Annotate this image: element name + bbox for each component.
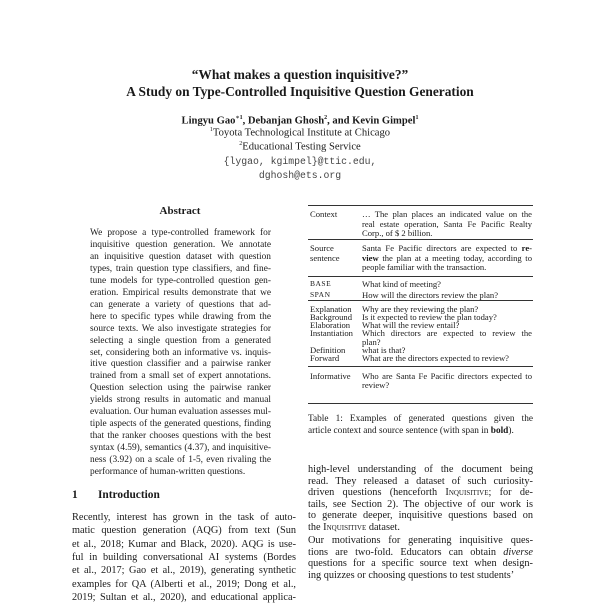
table-row-label: BASE xyxy=(310,279,332,288)
text-line xyxy=(90,395,271,405)
text-line xyxy=(90,312,271,322)
affiliation-name: Educational Testing Service xyxy=(242,141,361,153)
table-row-label: Context xyxy=(310,209,338,219)
text-run: Santa Fe Pacific directors are expected to xyxy=(362,243,522,253)
text-run: high-level understanding of the document being xyxy=(308,464,533,475)
text-line xyxy=(308,510,533,521)
text-run: people familiar with the transaction. xyxy=(362,262,487,272)
text-run: here to specific types while drawing from the xyxy=(90,311,271,322)
text-line xyxy=(90,455,271,465)
text-line xyxy=(90,288,271,298)
text-run: source texts. We also investigate strategies for xyxy=(90,323,271,334)
text-line xyxy=(90,264,271,274)
title-line-1: “What makes a question inquisitive?” xyxy=(191,67,409,82)
text-line xyxy=(72,539,296,550)
text-run: ness (3.92) on a scale of 1-5, even rivaling the xyxy=(90,455,271,466)
text-run: We propose a type-controlled framework for xyxy=(90,228,271,238)
text-line xyxy=(308,522,533,533)
text-run: inquisitive question generation. We annotate xyxy=(90,239,271,250)
text-line xyxy=(90,252,271,262)
text-run: yields strong results in automatic and manual xyxy=(90,395,271,406)
text-run: Is it expected to review the plan today? xyxy=(362,312,497,322)
table-rule xyxy=(308,239,533,240)
text-line xyxy=(90,431,271,441)
table-rule xyxy=(308,276,533,277)
text-run: Corp., of $ 2 billion. xyxy=(362,228,433,238)
table-rule xyxy=(308,403,533,404)
text-run: driven questions (henceforth xyxy=(308,487,446,498)
table-row-label: Background xyxy=(310,312,353,322)
text-run: dataset. xyxy=(366,521,400,533)
table-row-label: Source xyxy=(310,243,334,253)
text-line xyxy=(308,464,533,475)
text-run: tails, see Section 2). The objective of our work is xyxy=(308,498,533,510)
table-cell-line xyxy=(362,209,532,219)
text-line xyxy=(72,525,296,536)
text-run: questions for a specific source text when design- xyxy=(308,558,533,569)
text-run: What kind of meeting? xyxy=(362,279,441,289)
table-cell-line xyxy=(362,380,532,390)
text-run: selecting a single question from a generated xyxy=(90,335,271,346)
text-line xyxy=(90,419,271,429)
table-row-label: Elaboration xyxy=(310,320,351,330)
text-run: ). xyxy=(508,426,514,436)
text-run: eration. Empirical results demonstrate that we xyxy=(90,287,271,298)
text-line xyxy=(90,336,271,346)
section-heading-introduction xyxy=(72,489,160,501)
text-line xyxy=(308,426,533,436)
text-run: the xyxy=(308,521,324,533)
text-line xyxy=(90,443,271,453)
text-run: syntax (4.59), semantics (4.37), and inquisitive- xyxy=(90,443,271,454)
text-run: to generate deeper, inquisitive questions based on xyxy=(308,510,533,521)
text-run: itive question classifier and a pairwise ranker xyxy=(90,359,271,370)
text-line xyxy=(72,592,296,603)
text-line xyxy=(90,359,271,369)
table-row-label: Forward xyxy=(310,353,340,363)
author-name: Lingyu Gao xyxy=(181,115,236,127)
text-run: real estate operation, Santa Fe Pacific Realty xyxy=(362,219,532,229)
table-rule xyxy=(308,205,533,206)
text-line xyxy=(72,552,296,563)
text-line xyxy=(90,228,271,238)
text-run: Table 1: Examples of generated questions given the xyxy=(308,414,533,424)
table-cell-line xyxy=(362,279,532,289)
text-run: … The plan places an indicated value on the xyxy=(362,209,532,219)
table-cell-line xyxy=(362,353,532,363)
small-caps-run: Inquisitive xyxy=(323,521,367,533)
text-line xyxy=(90,300,271,310)
author-sup: ∗1 xyxy=(235,115,243,121)
affiliation-sup: 2 xyxy=(239,141,243,147)
text-run: Who are Santa Fe Pacific directors expected to xyxy=(362,371,532,381)
text-run: examples for QA (Alberti et al., 2019; Dong et al., xyxy=(72,578,296,590)
text-line xyxy=(90,240,271,250)
text-line xyxy=(308,558,533,569)
text-line xyxy=(308,570,533,581)
text-run: 2019; Sultan et al., 2020), and educational applica- xyxy=(72,591,296,603)
author-sep: , and xyxy=(327,115,353,127)
text-run: types, train question type classifiers, and fine- xyxy=(90,263,271,274)
text-run: review? xyxy=(362,380,390,390)
text-run: Our motivations for generating inquisitive ques- xyxy=(308,535,533,546)
text-line xyxy=(308,414,533,424)
text-run: view xyxy=(362,253,379,263)
affiliation-2 xyxy=(0,141,600,153)
author-list xyxy=(0,114,600,127)
text-run: trained from a small set of expert annotations. xyxy=(90,371,271,382)
text-run: tions are two-fold. Educators can obtain xyxy=(308,546,504,558)
text-line xyxy=(90,467,271,477)
text-run: can generate a variety of questions that ad- xyxy=(90,299,271,310)
section-title: Introduction xyxy=(98,489,160,501)
text-run: What are the directors expected to review? xyxy=(362,353,509,363)
text-run: ; for de- xyxy=(488,487,533,498)
text-run: How will the directors review the plan? xyxy=(362,290,499,300)
text-run: Why are they reviewing the plan? xyxy=(362,304,479,314)
text-run: tune models for type-controlled question gen- xyxy=(90,275,271,286)
author-sup: 2 xyxy=(324,115,328,121)
text-line xyxy=(308,547,533,558)
table-row-label: Explanation xyxy=(310,304,352,314)
text-run: evaluation. Our human evaluation assesses mul- xyxy=(90,407,271,418)
table-row-label: Definition xyxy=(310,345,346,355)
table-row-label: Informative xyxy=(310,371,351,381)
text-run: read. They released a dataset of such curiosity- xyxy=(308,475,533,487)
text-line xyxy=(308,499,533,510)
text-run: ing quizzes or choosing questions to test students’ xyxy=(308,569,515,581)
text-run: article context and source sentence (with span in xyxy=(308,426,491,436)
title-line-2: A Study on Type-Controlled Inquisitive Question Generation xyxy=(126,84,474,99)
text-line xyxy=(72,565,296,576)
text-run: an inquisitive question dataset with question xyxy=(90,251,271,262)
text-run: set, considering both an informative vs. inquis- xyxy=(90,347,271,358)
affiliation-name: Toyota Technological Institute at Chicago xyxy=(212,127,391,139)
text-run: re- xyxy=(521,243,532,253)
table-row-label: sentence xyxy=(310,253,340,263)
table-cell-line xyxy=(362,262,532,272)
affiliation-1 xyxy=(0,127,600,139)
text-line xyxy=(308,487,533,498)
text-line xyxy=(72,579,296,590)
text-line xyxy=(90,324,271,334)
email-line-1: {lygao, kgimpel}@ttic.edu, xyxy=(223,156,377,167)
text-run: diverse xyxy=(503,546,533,558)
text-run: et al., 2018; Kumar and Black, 2020). AQG is use- xyxy=(72,538,296,550)
affiliation-sup: 1 xyxy=(209,127,213,133)
author-sep: , xyxy=(242,115,248,127)
text-run: plan? xyxy=(362,337,381,347)
text-line xyxy=(90,407,271,417)
text-line xyxy=(90,371,271,381)
text-run: Question selection using the pairwise ranker xyxy=(90,383,271,394)
author-name: Debanjan Ghosh xyxy=(247,115,325,127)
table-cell-line xyxy=(362,243,532,253)
text-line xyxy=(308,535,533,546)
text-run: Which directors are expected to review the xyxy=(362,328,532,338)
text-run: the plan at a meeting today, according to xyxy=(378,253,532,263)
text-line xyxy=(308,476,533,487)
text-run: bold xyxy=(490,426,509,436)
text-run: ful in building conversational AI systems (Bordes xyxy=(72,551,296,563)
text-run: What will the review entail? xyxy=(362,320,460,330)
table-row-label: Instantiation xyxy=(310,328,353,338)
text-run: matic question generation (AQG) from text (Sun xyxy=(72,525,296,537)
text-run: tiple aspects of the generated questions, finding xyxy=(90,419,271,430)
email-line-2: dghosh@ets.org xyxy=(258,170,342,181)
text-line xyxy=(72,512,296,523)
author-name: Kevin Gimpel xyxy=(352,115,416,127)
table-rule xyxy=(308,366,533,367)
text-run: that the ranker chooses questions with the best xyxy=(90,431,271,442)
table-cell-line xyxy=(362,290,532,300)
text-line xyxy=(90,276,271,286)
section-number: 1 xyxy=(72,489,78,501)
small-caps-run: Inquisitive xyxy=(445,487,489,498)
author-sup: 1 xyxy=(415,115,419,121)
text-line xyxy=(90,383,271,393)
table-row-label: SPAN xyxy=(310,290,331,299)
text-run: what is that? xyxy=(362,345,406,355)
table-cell-line xyxy=(362,228,532,238)
text-run: Recently, interest has grown in the task of auto- xyxy=(72,512,296,523)
table-rule xyxy=(308,300,533,301)
text-line xyxy=(90,348,271,358)
abstract-heading: Abstract xyxy=(159,205,201,217)
text-run: et al., 2017; Gao et al., 2019), generating synthetic xyxy=(72,565,296,577)
text-run: performance of human-written questions. xyxy=(90,467,246,477)
